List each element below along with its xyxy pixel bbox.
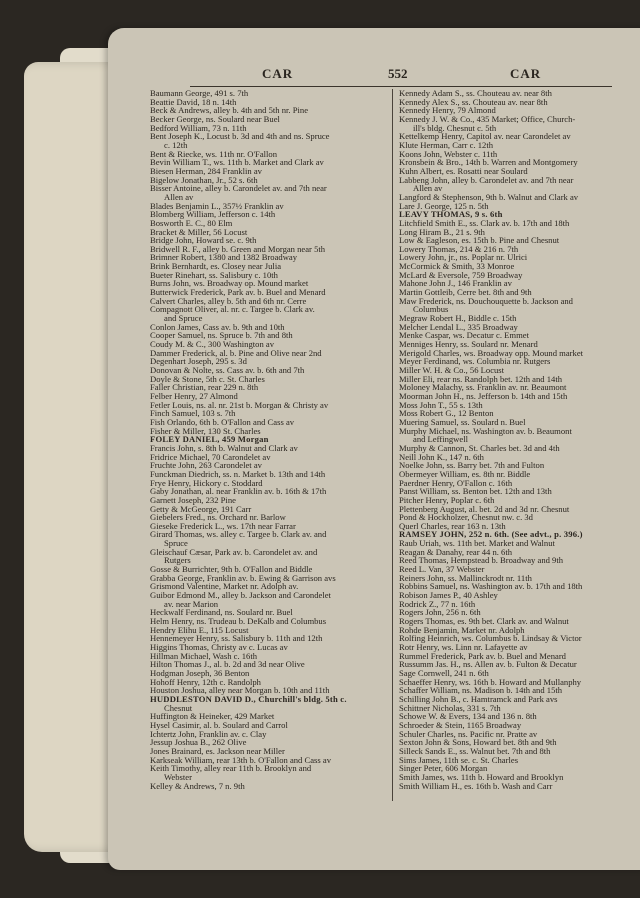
entry-text: Plettenberg August, al. bet. 2d and 3d nr. Chesnut bbox=[399, 503, 570, 514]
entry-text: Dammer Frederick, al. b. Pine and Olive near 2nd bbox=[150, 347, 322, 358]
entry-text: Merigold Charles, ws. Broadway opp. Mound market bbox=[399, 347, 584, 358]
entry-text: Megraw Robert H., Biddle c. 15th bbox=[399, 313, 517, 324]
directory-entry bbox=[150, 184, 390, 201]
entry-text: Bent & Riecke, ws. 11th nr. O'Fallon bbox=[150, 148, 278, 159]
entry-text: Low & Eagleson, es. 15th b. Pine and Chesnut bbox=[399, 235, 560, 246]
entry-text: Hillman Michael, Wash c. 16th bbox=[150, 650, 258, 661]
entry-text: Robison James P., 40 Ashley bbox=[399, 590, 498, 601]
entry-text: Fruchte John, 263 Carondelet av bbox=[150, 460, 262, 471]
entry-text: Smith William H., es. 16th b. Wash and Carr bbox=[399, 780, 553, 791]
entry-text: Houston Joshua, alley near Morgan b. 10th and 11th bbox=[150, 685, 330, 696]
entry-text: Melcher Lendal L., 335 Broadway bbox=[399, 321, 518, 332]
entry-text: Keith Timothy, alley rear 11th b. Brooklyn and bbox=[150, 763, 312, 774]
entry-text: Felber Henry, 27 Almond bbox=[150, 390, 238, 401]
entry-text: Neill John K., 147 n. 6th bbox=[399, 451, 484, 462]
entry-text: Funckman Diedrich, ss. n. Market b. 13th and 14th bbox=[150, 468, 326, 479]
entry-text: Helm Henry, ns. Trudeau b. DeKalb and Columbus bbox=[150, 616, 327, 627]
entry-text: Hysel Casimir, al. b. Soulard and Carrol bbox=[150, 719, 288, 730]
entry-text: Menke Caspar, ws. Decatur c. Emmet bbox=[399, 330, 529, 341]
entry-text: Grabba George, Franklin av. b. Ewing & Garrison avs bbox=[150, 572, 336, 583]
entry-text: Huffington & Heineker, 429 Market bbox=[150, 711, 275, 722]
entry-text: Lowery Thomas, 214 & 216 n. 7th bbox=[399, 243, 519, 254]
directory-entry bbox=[150, 132, 390, 149]
entry-text: Heckwalf Ferdinand, ns. Soulard nr. Buel bbox=[150, 607, 293, 618]
entry-text: Faller Christian, rear 229 n. 8th bbox=[150, 382, 259, 393]
entry-text: Lowery John, jr., ns. Poplar nr. Ulrici bbox=[399, 252, 528, 263]
entry-text: Mahone John J., 146 Franklin av bbox=[399, 278, 512, 289]
entry-text: Schaeffer Henry, ws. 16th b. Howard and Mullanphy bbox=[399, 676, 582, 687]
entry-text: Becker George, ns. Soulard near Buel bbox=[150, 113, 280, 124]
entry-text: Schroeder & Stein, 1165 Broadway bbox=[399, 719, 522, 730]
entry-text: Schuler Charles, ns. Pacific nr. Pratte av bbox=[399, 728, 538, 739]
entry-text: Long Hiram B., 21 s. 9th bbox=[399, 226, 485, 237]
entry-text: Bevin William T., ws. 11th b. Market and Clark av bbox=[150, 157, 324, 168]
directory-entry bbox=[150, 530, 390, 547]
entry-text: FOLEY DANIEL, 459 Morgan bbox=[150, 434, 269, 445]
entry-text: Bent Joseph K., Locust b. 3d and 4th and ns. Spruce bbox=[150, 131, 330, 142]
entry-text: Fetler Louis, ns. al. nr. 21st b. Morgan & Christy av bbox=[150, 399, 329, 410]
entry-text: Conlon James, Cass av. b. 9th and 10th bbox=[150, 321, 285, 332]
entry-text: Guibor Edmond M., alley b. Jackson and Carondelet bbox=[150, 590, 331, 601]
entry-text: Robbins Samuel, ns. Washington av. b. 17th and 18th bbox=[399, 581, 583, 592]
entry-text: Sexton John & Sons, Howard bet. 8th and 9th bbox=[399, 737, 557, 748]
directory-entry bbox=[150, 782, 390, 791]
entry-text: Bigelow Jonathan, Jr., 52 s. 6th bbox=[150, 174, 258, 185]
entry-text: Miller Eli, rear ns. Randolph bet. 12th and 14th bbox=[399, 373, 563, 384]
entry-text: Rodrick Z., 77 n. 16th bbox=[399, 598, 476, 609]
entry-text: Fisher & Miller, 130 St. Charles bbox=[150, 425, 261, 436]
entry-text: McCormick & Smith, 33 Monroe bbox=[399, 261, 515, 272]
entry-text: Jones Brainard, es. Jackson near Miller bbox=[150, 745, 285, 756]
entry-text: Sage Cornwell, 241 n. 6th bbox=[399, 667, 489, 678]
entry-text: Noelke John, ss. Barry bet. 7th and Fulton bbox=[399, 460, 545, 471]
entry-text: Murphy Michael, ns. Washington av. b. Beaumont bbox=[399, 425, 572, 436]
entry-text: Gieseke Frederick L., ws. 17th near Farrar bbox=[150, 520, 296, 531]
entry-text: Sims James, 11th se. c. St. Charles bbox=[399, 754, 519, 765]
entry-text: Reiners John, ss. Mallinckrodt nr. 11th bbox=[399, 572, 532, 583]
entry-text: McLard & Eversole, 759 Broadway bbox=[399, 269, 523, 280]
entry-text: Moss John T., 55 s. 13th bbox=[399, 399, 483, 410]
entry-text: Girard Thomas, ws. alley c. Targee b. Clark av. and bbox=[150, 529, 327, 540]
entry-text: Maw Frederick, ns. Douchouquette b. Jackson and bbox=[399, 295, 573, 306]
directory-entry bbox=[399, 427, 614, 444]
entry-text: Murphy & Cannon, St. Charles bet. 3d and 4th bbox=[399, 442, 560, 453]
entry-continuation: and Spruce bbox=[164, 313, 203, 324]
entry-text: Brimner Robert, 1380 and 1382 Broadway bbox=[150, 252, 298, 263]
entry-text: Fridrice Michael, 70 Carondelet av bbox=[150, 451, 271, 462]
entry-text: Beck & Andrews, alley b. 4th and 5th nr. Pine bbox=[150, 105, 309, 116]
header-rule bbox=[190, 86, 612, 87]
entry-text: Muering Samuel, ss. Soulard n. Buel bbox=[399, 416, 526, 427]
entry-continuation: and Leffingwell bbox=[413, 434, 468, 445]
entry-text: Singer Peter, 606 Morgan bbox=[399, 763, 488, 774]
entry-text: Klute Herman, Carr c. 12th bbox=[399, 139, 494, 150]
entry-text: Bracket & Miller, 56 Locust bbox=[150, 226, 248, 237]
entry-text: Hodgman Joseph, 36 Benton bbox=[150, 667, 250, 678]
entry-text: Francis John, s. 8th b. Walnut and Clark av bbox=[150, 442, 298, 453]
entry-continuation: Chesnut bbox=[164, 702, 193, 713]
entry-text: Raub Uriah, ws. 11th bet. Market and Walnut bbox=[399, 538, 555, 549]
entry-text: Blades Benjamin L., 357½ Franklin av bbox=[150, 200, 284, 211]
entry-text: Kennedy J. W. & Co., 435 Market; Office, Church- bbox=[399, 113, 576, 124]
entry-text: Hennemeyer Henry, ss. Salisbury b. 11th and 12th bbox=[150, 633, 323, 644]
entry-text: Hilton Thomas J., al. b. 2d and 3d near Olive bbox=[150, 659, 305, 670]
entry-text: Grismond Valentine, Market nr. Adolph av. bbox=[150, 581, 299, 592]
entry-text: Litchfield Smith E., ss. Clark av. b. 17th and 18th bbox=[399, 217, 570, 228]
running-head-left: CAR bbox=[262, 66, 294, 81]
entry-text: Bedford William, 73 n. 11th bbox=[150, 122, 247, 133]
entry-text: Koons John, Webster c. 11th bbox=[399, 148, 498, 159]
entry-text: Getty & McGeorge, 191 Carr bbox=[150, 503, 252, 514]
entry-continuation: c. 12th bbox=[164, 139, 188, 150]
entry-text: Blomberg William, Jefferson c. 14th bbox=[150, 209, 276, 220]
entry-text: Bisser Antoine, alley b. Carondelet av. and 7th near bbox=[150, 183, 327, 194]
entry-continuation: Allen av bbox=[164, 191, 194, 202]
entry-text: Rummel Frederick, Park av. b. Buel and Menard bbox=[399, 650, 566, 661]
entry-text: Russumm Jas. H., ns. Allen av. b. Fulton & Decatur bbox=[399, 659, 577, 670]
entry-text: Labbeng John, alley b. Carondelet av. and 7th near bbox=[399, 174, 574, 185]
directory-entry bbox=[399, 782, 614, 791]
entry-text: Rogers Thomas, es. 9th bet. Clark av. and Walnut bbox=[399, 616, 569, 627]
entry-continuation: av. near Marion bbox=[164, 598, 219, 609]
entry-text: Reagan & Danahy, rear 44 n. 6th bbox=[399, 546, 513, 557]
entry-text: HUDDLESTON DAVID D., Churchill's bldg. 5th c. bbox=[150, 693, 347, 704]
entry-text: Karkseak William, rear 13th b. O'Fallon and Cass av bbox=[150, 754, 331, 765]
entry-text: Kuhn Albert, es. Rosatti near Soulard bbox=[399, 165, 528, 176]
entry-text: Rogers John, 256 n. 6th bbox=[399, 607, 481, 618]
entry-text: Ichtertz John, Franklin av. c. Clay bbox=[150, 728, 267, 739]
entry-text: Gaby Jonathan, al. near Franklin av. b. 16th & 17th bbox=[150, 486, 327, 497]
entry-text: Fish Orlando, 6th b. O'Fallon and Cass av bbox=[150, 416, 295, 427]
entry-text: Panst William, ss. Benton bet. 12th and 13th bbox=[399, 486, 552, 497]
entry-text: Biesen Herman, 284 Franklin av bbox=[150, 165, 262, 176]
entry-text: Langford & Stephenson, 9th b. Walnut and Clark av bbox=[399, 191, 579, 202]
entry-text: Beattie David, 18 n. 14th bbox=[150, 96, 237, 107]
entry-text: Schaffer William, ns. Madison b. 14th and 15th bbox=[399, 685, 563, 696]
entry-text: Gosse & Burrichter, 9th b. O'Fallon and Biddle bbox=[150, 564, 313, 575]
entry-continuation: ill's bldg. Chesnut c. 5th bbox=[413, 122, 497, 133]
entry-text: Frye Henry, Hickory c. Stoddard bbox=[150, 477, 263, 488]
entry-text: Bosworth E. C., 80 Elm bbox=[150, 217, 233, 228]
entry-continuation: Columbus bbox=[413, 304, 449, 315]
entry-text: Bridge John, Howard se. c. 9th bbox=[150, 235, 257, 246]
directory-entry bbox=[399, 115, 614, 132]
entry-text: Kronsbein & Bro., 14th b. Warren and Montgomery bbox=[399, 157, 578, 168]
entry-text: Pond & Hockholzer, Chesnut nw. c. 3d bbox=[399, 512, 533, 523]
entry-text: Pitcher Henry, Poplar c. 6th bbox=[399, 494, 495, 505]
entry-text: Hendry Elihu E., 115 Locust bbox=[150, 624, 249, 635]
entry-text: Rotr Henry, ws. Linn nr. Lafayette av bbox=[399, 642, 528, 652]
entry-text: Gleischauf Cæsar, Park av. b. Carondelet av. and bbox=[150, 546, 318, 557]
entry-text: Schittner Nicholas, 331 s. 7th bbox=[399, 702, 501, 713]
directory-entry bbox=[399, 297, 614, 314]
directory-entry bbox=[150, 305, 390, 322]
entry-text: Bridwell R. F., alley b. Green and Morgan near 5th bbox=[150, 243, 326, 254]
entry-text: Degenhart Joseph, 295 s. 3d bbox=[150, 356, 247, 367]
entry-text: Cooper Samuel, ns. Spruce b. 7th and 8th bbox=[150, 330, 293, 341]
entry-text: Moloney Malachy, ss. Franklin av. nr. Beaumont bbox=[399, 382, 567, 393]
entry-text: Kennedy Adam S., ss. Chouteau av. near 8th bbox=[399, 88, 552, 98]
entry-text: Kennedy Henry, 79 Almond bbox=[399, 105, 496, 116]
entry-text: Kennedy Alex S., ss. Chouteau av. near 8th bbox=[399, 96, 548, 107]
entry-text: Obermeyer William, es. 8th nr. Biddle bbox=[399, 468, 531, 479]
directory-entry bbox=[150, 695, 390, 712]
entry-text: Hohoff Henry, 12th c. Randolph bbox=[150, 676, 261, 687]
right-column bbox=[399, 89, 614, 790]
entry-continuation: Spruce bbox=[164, 538, 188, 549]
entry-text: RAMSEY JOHN, 252 n. 6th. (See advt., p. 396.) bbox=[399, 529, 583, 540]
entry-text: Giebelers Fred., ns. Orchard nr. Barlow bbox=[150, 512, 286, 523]
entry-text: Silleck Sands E., ss. Walnut bet. 7th and 8th bbox=[399, 745, 551, 756]
entry-text: Menniges Henry, ss. Soulard nr. Menard bbox=[399, 339, 538, 350]
entry-text: Martin Gottleib, Cerre bet. 8th and 9th bbox=[399, 287, 532, 298]
entry-text: Calvert Charles, alley b. 5th and 6th nr. Cerre bbox=[150, 295, 307, 306]
entry-text: Rolfing Heinrich, ws. Columbus b. Lindsay & Victor bbox=[399, 633, 582, 644]
entry-text: Garnett Joseph, 232 Pine bbox=[150, 494, 236, 505]
left-column bbox=[150, 89, 390, 790]
entry-text: Burns John, ws. Broadway op. Mound market bbox=[150, 278, 309, 289]
entry-text: Compagnott Oliver, al. nr. c. Targee b. Clark av. bbox=[150, 304, 315, 315]
entry-continuation: Rutgers bbox=[164, 555, 191, 566]
entry-text: Lare J. George, 125 n. 5th bbox=[399, 200, 489, 211]
entry-text: Miller W. H. & Co., 56 Locust bbox=[399, 365, 505, 375]
entry-text: Meyer Ferdinand, ws. Columbia nr. Rutgers bbox=[399, 356, 551, 367]
entry-text: Baumann George, 491 s. 7th bbox=[150, 88, 249, 98]
entry-text: Reed Thomas, Hempstead b. Broadway and 9th bbox=[399, 555, 564, 566]
entry-text: Smith James, ws. 11th b. Howard and Brooklyn bbox=[399, 771, 564, 782]
entry-continuation: Webster bbox=[164, 771, 192, 782]
entry-text: Finch Samuel, 103 s. 7th bbox=[150, 408, 236, 419]
directory-entry bbox=[150, 548, 390, 565]
entry-text: Donovan & Nolte, ss. Cass av. b. 6th and 7th bbox=[150, 365, 305, 375]
entry-continuation: Allen av bbox=[413, 183, 443, 194]
page-number: 552 bbox=[388, 66, 408, 81]
entry-text: Jessup Joshua B., 262 Olive bbox=[150, 737, 247, 748]
entry-text: Paerdner Henry, O'Fallon c. 16th bbox=[399, 477, 513, 488]
entry-text: Brink Bernhardt, es. Closey near Julia bbox=[150, 261, 282, 272]
entry-text: Querl Charles, rear 163 n. 13th bbox=[399, 520, 506, 531]
entry-text: Kettelkemp Henry, Capitol av. near Carondelet av bbox=[399, 131, 571, 142]
running-head-right: CAR bbox=[510, 66, 542, 81]
column-divider bbox=[392, 89, 393, 801]
entry-text: Kelley & Andrews, 7 n. 9th bbox=[150, 780, 245, 791]
entry-text: Bueter Rinehart, ss. Salisbury c. 10th bbox=[150, 269, 278, 280]
entry-text: Doyle & Stone, 5th c. St. Charles bbox=[150, 373, 265, 384]
entry-text: LEAVY THOMAS, 9 s. 6th bbox=[399, 209, 503, 220]
entry-text: Rohde Benjamin, Market nr. Adolph bbox=[399, 624, 525, 635]
directory-entry bbox=[150, 764, 390, 781]
entry-text: Schilling John B., c. Hamtramck and Park avs bbox=[399, 693, 558, 704]
entry-text: Moss Robert G., 12 Benton bbox=[399, 408, 494, 419]
entry-text: Schowe W. & Evers, 134 and 136 n. 8th bbox=[399, 711, 537, 722]
entry-text: Butterwick Frederick, Park av. b. Buel and Menard bbox=[150, 287, 326, 298]
entry-text: Coudy M. & C., 300 Washington av bbox=[150, 339, 275, 350]
entry-text: Moorman John H., ns. Jefferson b. 14th and 15th bbox=[399, 390, 568, 401]
entry-text: Reed L. Van, 37 Webster bbox=[399, 564, 485, 575]
directory-entry bbox=[150, 591, 390, 608]
directory-entry bbox=[399, 176, 614, 193]
entry-text: Higgins Thomas, Christy av c. Lucas av bbox=[150, 642, 288, 652]
